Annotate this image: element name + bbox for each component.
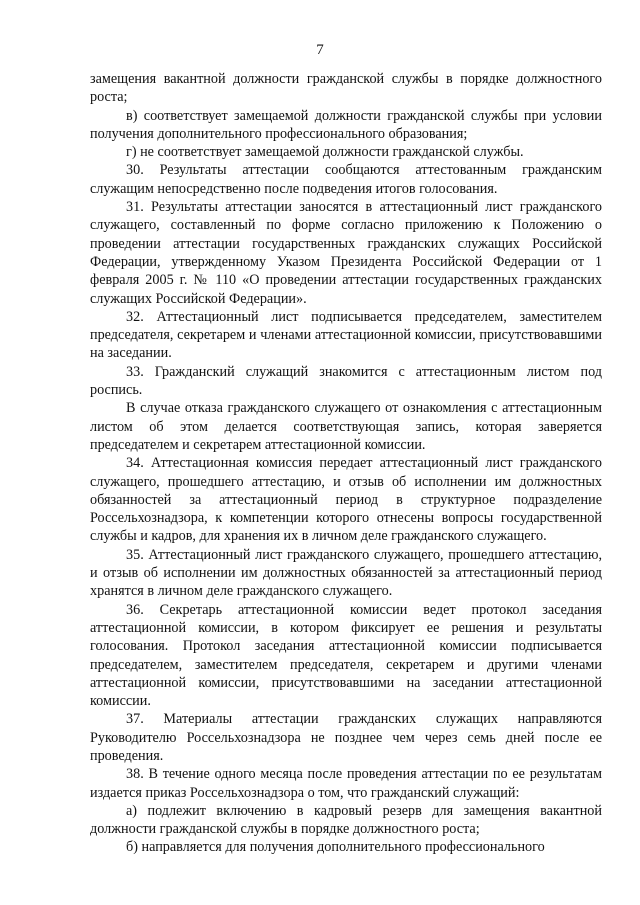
page-number: 7: [316, 42, 324, 58]
paragraph-38-item-a: а) подлежит включению в кадровый резерв для замещения вакантной должности гражданской службы в порядке должностного роста;: [90, 802, 602, 838]
paragraph-item-v: в) соответствует замещаемой должности гражданской службы при условии получения дополнительного профессионального образования;: [90, 107, 602, 142]
paragraph-32: 32. Аттестационный лист подписывается председателем, заместителем председателя, секретарем и членами аттестационной комиссии, присутствовавшими на заседании.: [90, 308, 602, 362]
document-body: [90, 70, 602, 857]
paragraph-34: 34. Аттестационная комиссия передает аттестационный лист гражданского служащего, прошедшего аттестацию, и отзыв об исполнении им должностных обязанностей за аттестационный период в структурное подразделение Россельхознадзора, к компетенции которого отнесены вопросы государственной службы и кадров, для хранения их в личном деле гражданского служащего.: [90, 455, 602, 545]
paragraph-38-item-b: б) направляется для получения дополнительного профессионального: [126, 839, 545, 856]
paragraph-36: 36. Секретарь аттестационной комиссии ведет протокол заседания аттестационной комиссии, в котором фиксирует ее решения и результаты голосования. Протокол заседания аттестационной комиссии подписывается председателем, заместителем председателя, секретарем и другими членами аттестационной комиссии, присутствовавшими на заседании аттестационной комиссии.: [90, 601, 602, 710]
paragraph-continuation: замещения вакантной должности гражданской службы в порядке должностного роста;: [90, 71, 602, 106]
paragraph-33: 33. Гражданский служащий знакомится с аттестационным листом под роспись.: [90, 363, 602, 399]
paragraph-37: 37. Материалы аттестации гражданских служащих направляются Руководителю Россельхознадзора не позднее чем через семь дней после ее проведения.: [90, 711, 602, 764]
paragraph-30: 30. Результаты аттестации сообщаются аттестованным гражданским служащим непосредственно после подведения итогов голосования.: [90, 162, 602, 197]
paragraph-33-refusal: В случае отказа гражданского служащего от ознакомления с аттестационным листом об этом делается соответствующая запись, которая заверяется председателем и секретарем аттестационной комиссии.: [90, 400, 602, 453]
paragraph-38: 38. В течение одного месяца после проведения аттестации по ее результатам издается приказ Россельхознадзора о том, что гражданский служащий:: [90, 766, 602, 801]
paragraph-item-g: г) не соответствует замещаемой должности гражданской службы.: [126, 144, 524, 161]
paragraph-31: 31. Результаты аттестации заносятся в аттестационный лист гражданского служащего, составленный по форме согласно приложению к Положению о проведении аттестации государственных гражданских служащих Российской Федерации, утвержденному Указом Президента Российской Федерации от 1 февраля 2005 г. № 110 «О проведении аттестации государственных гражданских служащих Российской Федерации».: [90, 199, 602, 307]
paragraph-35: 35. Аттестационный лист гражданского служащего, прошедшего аттестацию, и отзыв об исполнении им должностных обязанностей за аттестационный период хранятся в личном деле гражданского служащего.: [90, 546, 602, 600]
